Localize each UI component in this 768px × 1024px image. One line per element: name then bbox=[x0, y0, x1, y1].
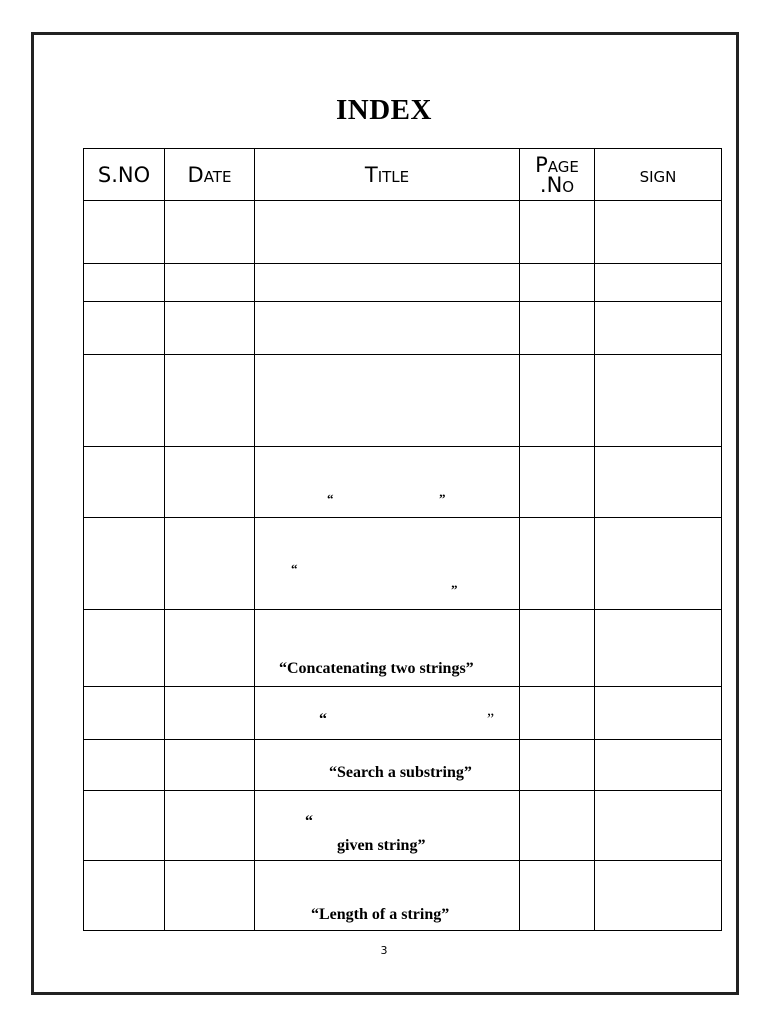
cell-sno bbox=[84, 201, 165, 264]
cell-date bbox=[165, 355, 255, 447]
table-row bbox=[84, 201, 722, 264]
page-title: INDEX bbox=[336, 94, 432, 126]
title-text: “ bbox=[327, 491, 334, 506]
cell-sno bbox=[84, 447, 165, 518]
cell-sign bbox=[595, 518, 722, 610]
cell-date bbox=[165, 610, 255, 687]
cell-sign bbox=[595, 791, 722, 861]
table-row bbox=[84, 610, 722, 687]
cell-sign bbox=[595, 355, 722, 447]
cell-sno bbox=[84, 740, 165, 791]
table-row bbox=[84, 518, 722, 610]
cell-sign bbox=[595, 610, 722, 687]
title-text: “ bbox=[319, 711, 327, 728]
title-text: “ bbox=[305, 813, 313, 830]
cell-date bbox=[165, 447, 255, 518]
cell-page bbox=[520, 447, 595, 518]
table-row bbox=[84, 302, 722, 355]
cell-title bbox=[255, 302, 520, 355]
cell-title bbox=[255, 518, 520, 610]
cell-title bbox=[255, 791, 520, 861]
title-text: given string” bbox=[337, 837, 426, 854]
cell-sno bbox=[84, 687, 165, 740]
cell-sno bbox=[84, 791, 165, 861]
title-text: “Search a substring” bbox=[329, 764, 472, 781]
cell-page bbox=[520, 518, 595, 610]
cell-page bbox=[520, 355, 595, 447]
cell-title bbox=[255, 740, 520, 791]
title-text: ” bbox=[451, 582, 458, 597]
cell-date bbox=[165, 740, 255, 791]
cell-page bbox=[520, 687, 595, 740]
cell-page bbox=[520, 861, 595, 931]
cell-title bbox=[255, 861, 520, 931]
cell-sign bbox=[595, 740, 722, 791]
header-row bbox=[84, 149, 722, 201]
cell-sign bbox=[595, 447, 722, 518]
title-text: ” bbox=[487, 711, 495, 728]
cell-date bbox=[165, 687, 255, 740]
cell-page bbox=[520, 264, 595, 302]
table-row bbox=[84, 264, 722, 302]
table-row bbox=[84, 447, 722, 518]
cell-sign bbox=[595, 201, 722, 264]
cell-sno bbox=[84, 518, 165, 610]
cell-page bbox=[520, 791, 595, 861]
header-sno: S.NO bbox=[84, 149, 165, 201]
title-text: “ bbox=[291, 561, 298, 576]
cell-sno bbox=[84, 264, 165, 302]
cell-date bbox=[165, 861, 255, 931]
cell-title bbox=[255, 447, 520, 518]
cell-title bbox=[255, 355, 520, 447]
header-date: Date bbox=[165, 149, 255, 201]
table-row bbox=[84, 740, 722, 791]
cell-date bbox=[165, 518, 255, 610]
page-number: 3 bbox=[380, 944, 388, 957]
cell-title bbox=[255, 201, 520, 264]
header-page-no bbox=[520, 149, 595, 201]
cell-date bbox=[165, 201, 255, 264]
cell-date bbox=[165, 791, 255, 861]
cell-sign bbox=[595, 264, 722, 302]
table-row bbox=[84, 861, 722, 931]
cell-sign bbox=[595, 302, 722, 355]
header-sign: sign bbox=[595, 149, 722, 201]
cell-title bbox=[255, 610, 520, 687]
cell-sno bbox=[84, 861, 165, 931]
table-row bbox=[84, 791, 722, 861]
header-title: Title bbox=[255, 149, 520, 201]
cell-date bbox=[165, 264, 255, 302]
table-row bbox=[84, 355, 722, 447]
cell-sign bbox=[595, 861, 722, 931]
cell-sno bbox=[84, 610, 165, 687]
cell-title bbox=[255, 264, 520, 302]
header-page-line2: .No bbox=[539, 172, 575, 197]
index-table bbox=[83, 148, 722, 931]
table-row bbox=[84, 687, 722, 740]
cell-page bbox=[520, 610, 595, 687]
title-text: ” bbox=[439, 491, 446, 506]
title-text: “Length of a string” bbox=[311, 906, 450, 923]
cell-date bbox=[165, 302, 255, 355]
cell-title bbox=[255, 687, 520, 740]
cell-page bbox=[520, 201, 595, 264]
cell-sno bbox=[84, 302, 165, 355]
title-text: “Concatenating two strings” bbox=[279, 660, 474, 677]
header-page-line1: Page bbox=[535, 152, 579, 177]
cell-page bbox=[520, 740, 595, 791]
cell-sno bbox=[84, 355, 165, 447]
cell-sign bbox=[595, 687, 722, 740]
cell-page bbox=[520, 302, 595, 355]
